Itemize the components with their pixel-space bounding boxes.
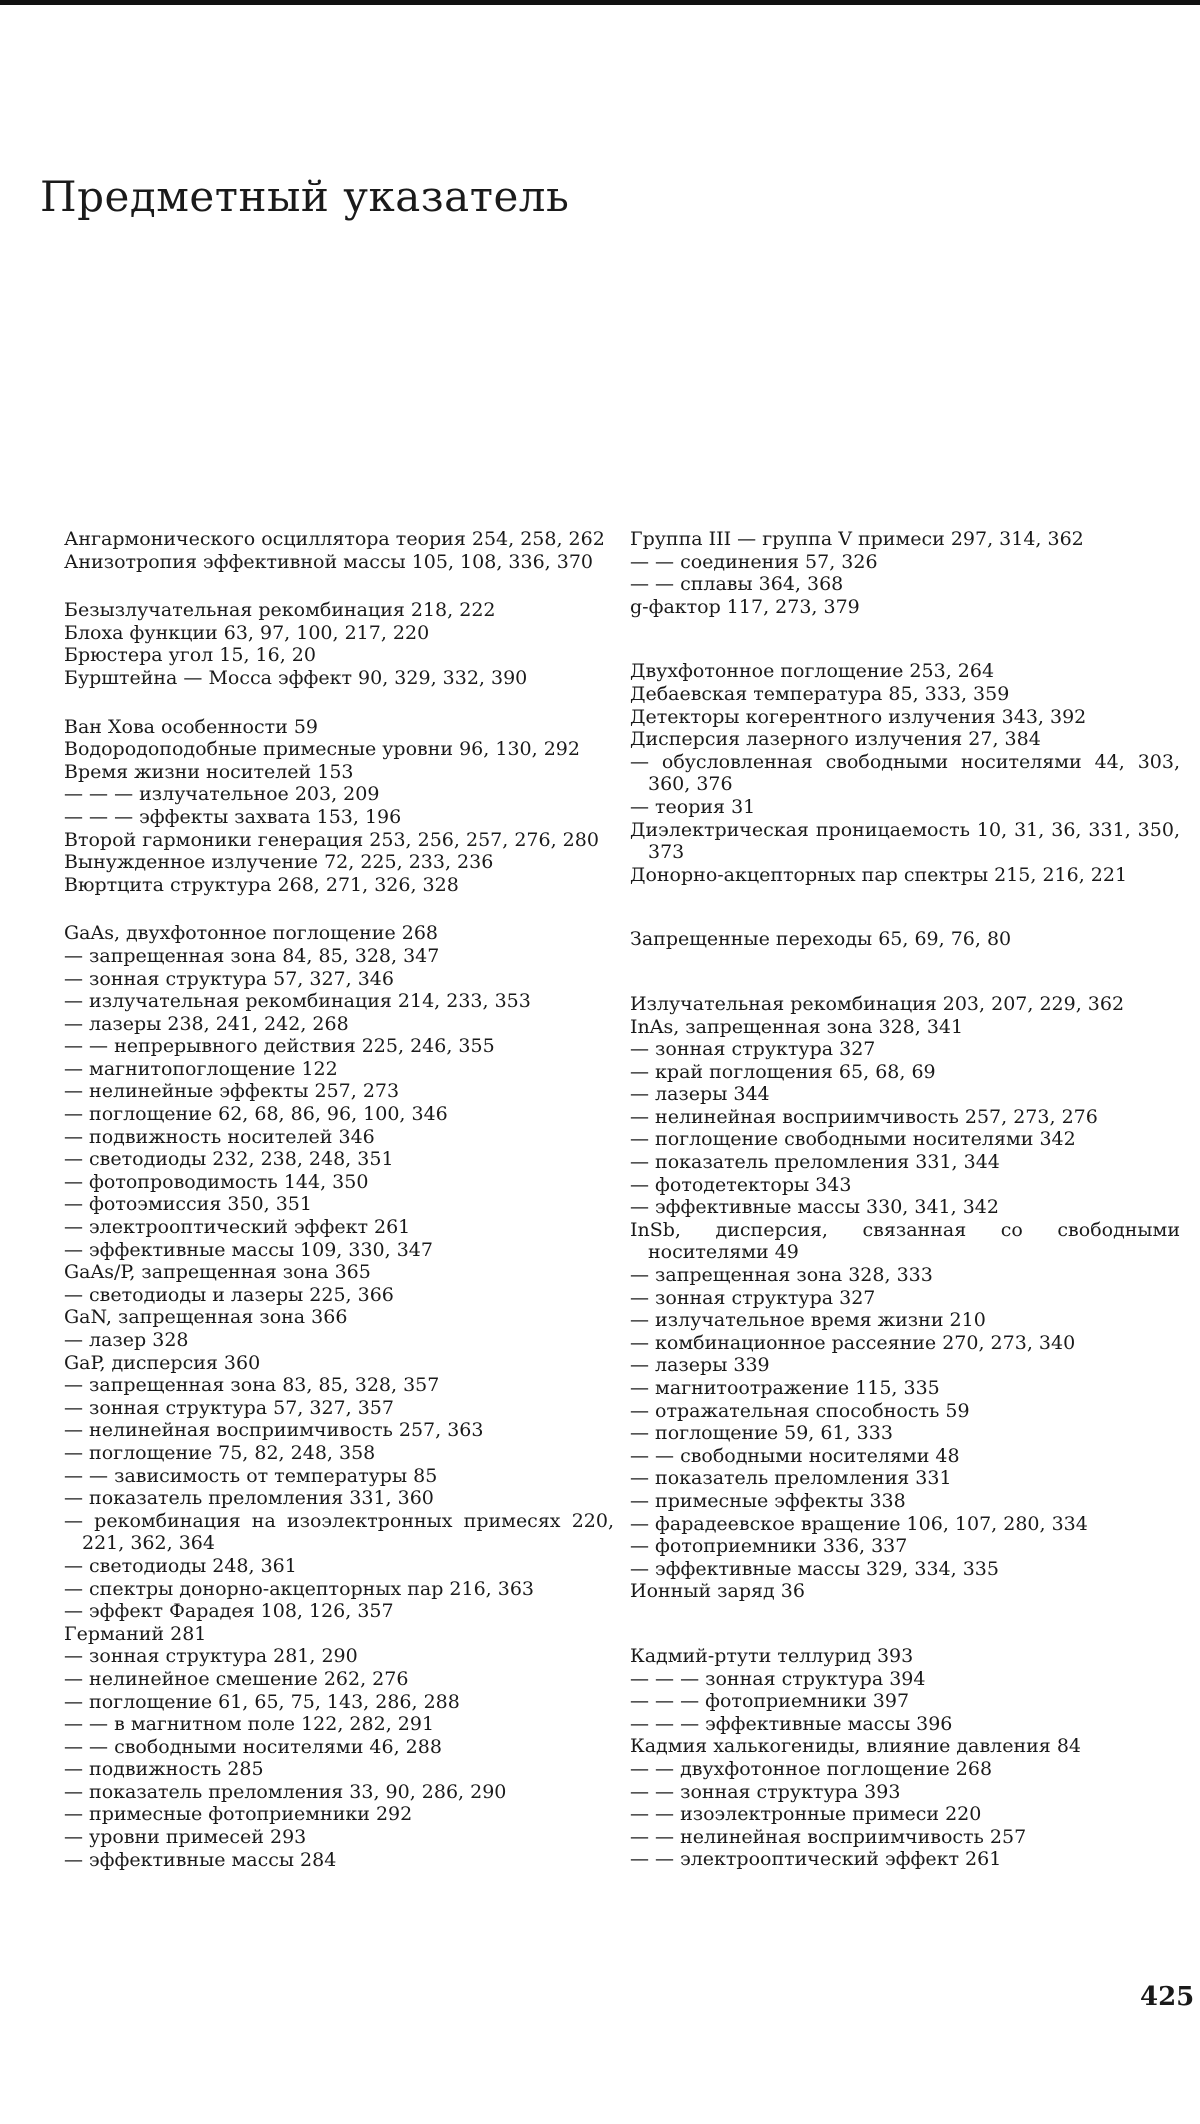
- index-entry: — уровни примесей 293: [64, 1826, 614, 1849]
- index-entry: — эффективные массы 284: [64, 1849, 614, 1872]
- index-entry: Безызлучательная рекомбинация 218, 222: [64, 599, 614, 622]
- index-entry: — — в магнитном поле 122, 282, 291: [64, 1713, 614, 1736]
- index-entry: — поглощение 75, 82, 248, 358: [64, 1442, 614, 1465]
- group-separator: [630, 951, 1180, 993]
- index-entry: — — — излучательное 203, 209: [64, 783, 614, 806]
- index-entry: Время жизни носителей 153: [64, 761, 614, 784]
- index-entry: — нелинейное смешение 262, 276: [64, 1668, 614, 1691]
- index-entry: Вюртцита структура 268, 271, 326, 328: [64, 874, 614, 897]
- index-column-right: [630, 528, 1180, 1871]
- index-entry: InSb, дисперсия, связанная со свободными носителями 49: [630, 1219, 1180, 1264]
- index-entry: — подвижность 285: [64, 1758, 614, 1781]
- index-entry: Кадмия халькогениды, влияние давления 84: [630, 1735, 1180, 1758]
- index-entry: — — зависимость от температуры 85: [64, 1465, 614, 1488]
- index-entry: — — — фотоприемники 397: [630, 1690, 1180, 1713]
- index-entry: — — свободными носителями 46, 288: [64, 1736, 614, 1759]
- index-column-left: [64, 528, 614, 1871]
- index-entry: — фотодетекторы 343: [630, 1174, 1180, 1197]
- index-entry: — зонная структура 327: [630, 1287, 1180, 1310]
- index-entry: — поглощение 62, 68, 86, 96, 100, 346: [64, 1103, 614, 1126]
- index-entry: Вынужденное излучение 72, 225, 233, 236: [64, 851, 614, 874]
- group-separator: [630, 886, 1180, 928]
- index-entry: — — непрерывного действия 225, 246, 355: [64, 1035, 614, 1058]
- index-entry: GaP, дисперсия 360: [64, 1352, 614, 1375]
- index-entry: — зонная структура 57, 327, 346: [64, 968, 614, 991]
- index-entry: — подвижность носителей 346: [64, 1126, 614, 1149]
- index-entry: — — изоэлектронные примеси 220: [630, 1803, 1180, 1826]
- index-entry: — показатель преломления 331, 360: [64, 1487, 614, 1510]
- index-entry: — фотоэмиссия 350, 351: [64, 1193, 614, 1216]
- index-entry: — — — эффекты захвата 153, 196: [64, 806, 614, 829]
- index-entry: — — — зонная структура 394: [630, 1668, 1180, 1691]
- index-entry: — — — эффективные массы 396: [630, 1713, 1180, 1736]
- index-entry: Запрещенные переходы 65, 69, 76, 80: [630, 928, 1180, 951]
- index-entry: — светодиоды и лазеры 225, 366: [64, 1284, 614, 1307]
- index-entry: Германий 281: [64, 1623, 614, 1646]
- index-entry: Излучательная рекомбинация 203, 207, 229, 362: [630, 993, 1180, 1016]
- index-entry: — зонная структура 281, 290: [64, 1645, 614, 1668]
- index-entry: — эффективные массы 109, 330, 347: [64, 1239, 614, 1262]
- index-entry: — — нелинейная восприимчивость 257: [630, 1826, 1180, 1849]
- index-entry: — поглощение 61, 65, 75, 143, 286, 288: [64, 1691, 614, 1714]
- index-entry: — запрещенная зона 84, 85, 328, 347: [64, 945, 614, 968]
- index-entry: — зонная структура 57, 327, 357: [64, 1397, 614, 1420]
- index-entry: — поглощение 59, 61, 333: [630, 1422, 1180, 1445]
- index-entry: — излучательное время жизни 210: [630, 1309, 1180, 1332]
- index-entry: GaN, запрещенная зона 366: [64, 1306, 614, 1329]
- index-entry: Дисперсия лазерного излучения 27, 384: [630, 728, 1180, 751]
- index-entry: — край поглощения 65, 68, 69: [630, 1061, 1180, 1084]
- index-entry: Второй гармоники генерация 253, 256, 257, 276, 280: [64, 829, 614, 852]
- index-entry: Детекторы когерентного излучения 343, 392: [630, 706, 1180, 729]
- index-entry: — — зонная структура 393: [630, 1781, 1180, 1804]
- index-entry: — запрещенная зона 83, 85, 328, 357: [64, 1374, 614, 1397]
- index-entry: Анизотропия эффективной массы 105, 108, 336, 370: [64, 551, 614, 574]
- index-entry: InAs, запрещенная зона 328, 341: [630, 1016, 1180, 1039]
- page-title: Предметный указатель: [40, 172, 569, 221]
- index-entry: Ионный заряд 36: [630, 1580, 1180, 1603]
- index-entry: — рекомбинация на изоэлектронных примесях 220, 221, 362, 364: [64, 1510, 614, 1555]
- index-entry: — фотопроводимость 144, 350: [64, 1171, 614, 1194]
- index-entry: — эффективные массы 329, 334, 335: [630, 1558, 1180, 1581]
- index-entry: — — сплавы 364, 368: [630, 573, 1180, 596]
- index-entry: — нелинейная восприимчивость 257, 273, 276: [630, 1106, 1180, 1129]
- index-entry: — фарадеевское вращение 106, 107, 280, 334: [630, 1513, 1180, 1536]
- index-entry: — светодиоды 232, 238, 248, 351: [64, 1148, 614, 1171]
- index-entry: GaAs, двухфотонное поглощение 268: [64, 922, 614, 945]
- index-entry: — — свободными носителями 48: [630, 1445, 1180, 1468]
- index-entry: — спектры донорно-акцепторных пар 216, 363: [64, 1578, 614, 1601]
- index-entry: — лазер 328: [64, 1329, 614, 1352]
- index-entry: GaAs/P, запрещенная зона 365: [64, 1261, 614, 1284]
- index-entry: — комбинационное рассеяние 270, 273, 340: [630, 1332, 1180, 1355]
- index-entry: Ангармонического осциллятора теория 254, 258, 262: [64, 528, 614, 551]
- index-entry: — теория 31: [630, 796, 1180, 819]
- group-separator: [64, 573, 614, 599]
- index-entry: Водородоподобные примесные уровни 96, 130, 292: [64, 738, 614, 761]
- index-entry: — лазеры 238, 241, 242, 268: [64, 1013, 614, 1036]
- index-entry: — примесные фотоприемники 292: [64, 1803, 614, 1826]
- index-entry: Бурштейна — Мосса эффект 90, 329, 332, 390: [64, 667, 614, 690]
- index-entry: — нелинейные эффекты 257, 273: [64, 1080, 614, 1103]
- index-entry: — фотоприемники 336, 337: [630, 1535, 1180, 1558]
- index-entry: — показатель преломления 33, 90, 286, 290: [64, 1781, 614, 1804]
- index-entry: — светодиоды 248, 361: [64, 1555, 614, 1578]
- index-entry: Донорно-акцепторных пар спектры 215, 216, 221: [630, 864, 1180, 887]
- index-entry: — обусловленная свободными носителями 44, 303, 360, 376: [630, 751, 1180, 796]
- index-entry: — показатель преломления 331: [630, 1467, 1180, 1490]
- index-entry: — излучательная рекомбинация 214, 233, 353: [64, 990, 614, 1013]
- index-entry: Ван Хова особенности 59: [64, 716, 614, 739]
- index-entry: — электрооптический эффект 261: [64, 1216, 614, 1239]
- index-entry: — примесные эффекты 338: [630, 1490, 1180, 1513]
- top-rule: [0, 0, 1200, 5]
- index-entry: — запрещенная зона 328, 333: [630, 1264, 1180, 1287]
- index-entry: Дебаевская температура 85, 333, 359: [630, 683, 1180, 706]
- index-entry: — зонная структура 327: [630, 1038, 1180, 1061]
- index-entry: Блоха функции 63, 97, 100, 217, 220: [64, 622, 614, 645]
- index-entry: — — двухфотонное поглощение 268: [630, 1758, 1180, 1781]
- index-entry: — показатель преломления 331, 344: [630, 1151, 1180, 1174]
- index-entry: g-фактор 117, 273, 379: [630, 596, 1180, 619]
- index-entry: — магнитоотражение 115, 335: [630, 1377, 1180, 1400]
- index-entry: — поглощение свободными носителями 342: [630, 1128, 1180, 1151]
- page-number: 425: [1140, 1982, 1194, 2012]
- index-entry: Кадмий-ртути теллурид 393: [630, 1645, 1180, 1668]
- index-entry: — магнитопоглощение 122: [64, 1058, 614, 1081]
- group-separator: [64, 690, 614, 716]
- index-entry: — отражательная способность 59: [630, 1400, 1180, 1423]
- index-entry: — — электрооптический эффект 261: [630, 1848, 1180, 1871]
- index-entry: — — соединения 57, 326: [630, 551, 1180, 574]
- group-separator: [630, 618, 1180, 660]
- group-separator: [630, 1603, 1180, 1645]
- index-entry: — лазеры 344: [630, 1083, 1180, 1106]
- index-entry: Группа III — группа V примеси 297, 314, 362: [630, 528, 1180, 551]
- index-entry: Диэлектрическая проницаемость 10, 31, 36, 331, 350, 373: [630, 819, 1180, 864]
- index-entry: — эффект Фарадея 108, 126, 357: [64, 1600, 614, 1623]
- index-entry: Брюстера угол 15, 16, 20: [64, 644, 614, 667]
- group-separator: [64, 896, 614, 922]
- index-entry: Двухфотонное поглощение 253, 264: [630, 660, 1180, 683]
- index-entry: — нелинейная восприимчивость 257, 363: [64, 1419, 614, 1442]
- index-entry: — эффективные массы 330, 341, 342: [630, 1196, 1180, 1219]
- index-entry: — лазеры 339: [630, 1354, 1180, 1377]
